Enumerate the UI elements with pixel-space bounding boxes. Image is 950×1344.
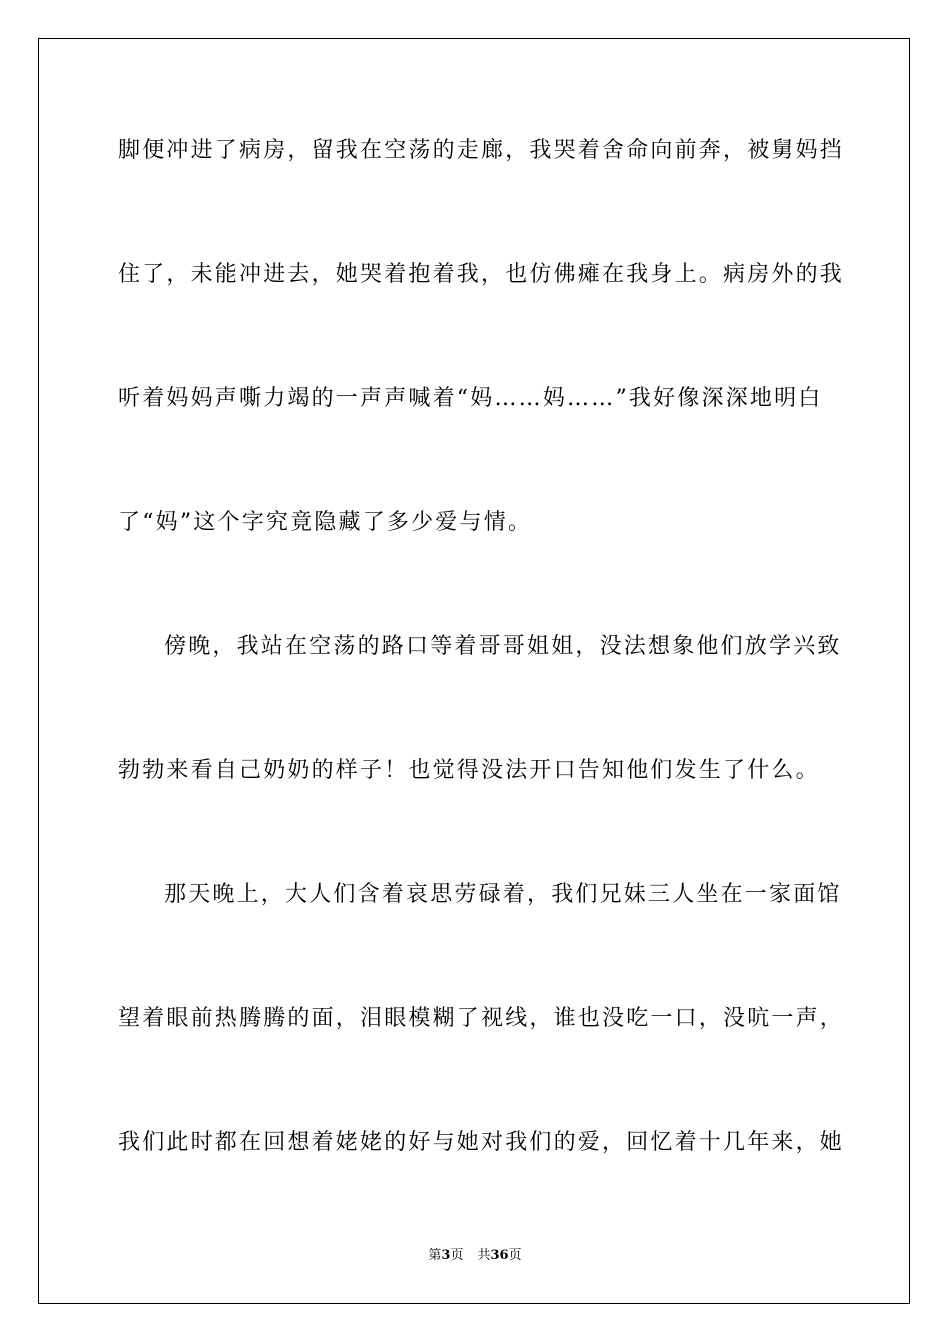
page-border [38, 38, 910, 1304]
paragraph-start-line: 那天晚上，大人们含着哀思劳碌着，我们兄妹三人坐在一家面馆 [164, 882, 842, 907]
text-line: 了“妈”这个字究竟隐藏了多少爱与情。 [118, 510, 533, 535]
current-page-number: 3 [441, 1248, 451, 1263]
total-page-count: 36 [490, 1248, 509, 1263]
page-prefix: 第 [428, 1248, 442, 1263]
text-line: 勃勃来看自己奶奶的样子！也觉得没法开口告知他们发生了什么。 [118, 758, 820, 783]
paragraph-start-line: 傍晚，我站在空荡的路口等着哥哥姐姐，没法想象他们放学兴致 [164, 634, 842, 659]
text-line: 望着眼前热腾腾的面，泪眼模糊了视线，谁也没吃一口，没吭一声， [118, 1006, 845, 1031]
total-prefix: 共 [477, 1248, 491, 1263]
text-line: 听着妈妈声嘶力竭的一声声喊着“妈……妈……”我好像深深地明白 [118, 386, 823, 411]
text-line: 我们此时都在回想着姥姥的好与她对我们的爱，回忆着十几年来，她 [118, 1130, 845, 1155]
total-suffix: 页 [508, 1248, 522, 1263]
text-line: 脚便冲进了病房，留我在空荡的走廊，我哭着舍命向前奔，被舅妈挡 [118, 138, 845, 163]
page-suffix: 页 [450, 1248, 464, 1263]
text-line: 住了，未能冲进去，她哭着抱着我，也仿佛瘫在我身上。病房外的我 [118, 262, 845, 287]
page-footer [0, 1247, 950, 1265]
